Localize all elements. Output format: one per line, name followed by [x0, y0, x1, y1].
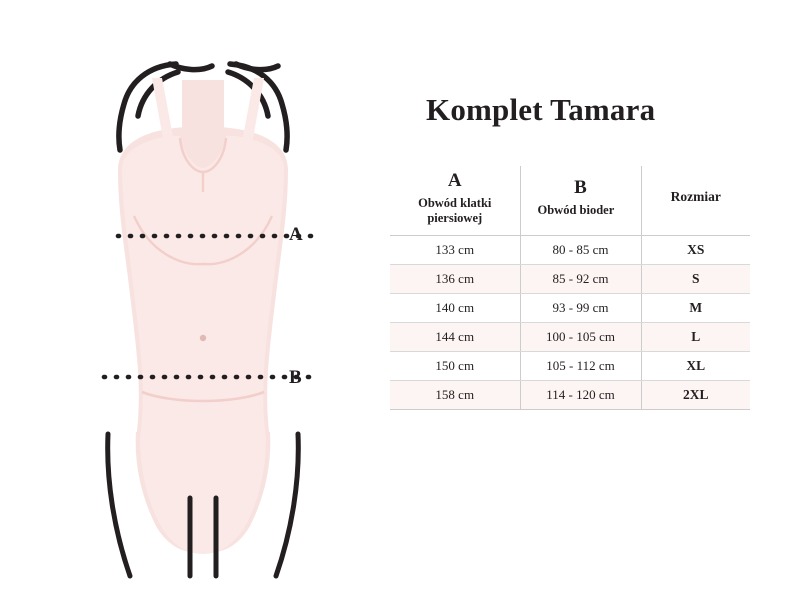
cell-chest: 133 cm	[390, 236, 520, 265]
column-letter-b: B	[574, 177, 587, 198]
table-row	[390, 323, 750, 352]
table-row	[390, 352, 750, 381]
cell-chest: 158 cm	[390, 381, 520, 410]
body-illustration	[30, 20, 390, 580]
page-title: Komplet Tamara	[426, 92, 656, 127]
cell-size: XL	[641, 352, 750, 381]
table-body	[390, 236, 750, 410]
size-panel	[390, 92, 770, 410]
column-label-size: Rozmiar	[670, 189, 721, 204]
measure-label-a: A	[289, 224, 303, 245]
measure-label-b: B	[289, 367, 302, 388]
table-row	[390, 381, 750, 410]
cell-size: 2XL	[641, 381, 750, 410]
cell-hips: 80 - 85 cm	[520, 236, 641, 265]
cell-hips: 100 - 105 cm	[520, 323, 641, 352]
table-header-row	[390, 166, 750, 236]
cell-hips: 93 - 99 cm	[520, 294, 641, 323]
column-sub-b: Obwód bioder	[537, 203, 615, 217]
table-row	[390, 265, 750, 294]
cell-chest: 144 cm	[390, 323, 520, 352]
column-letter-a: A	[447, 170, 462, 191]
cell-chest: 140 cm	[390, 294, 520, 323]
cell-chest: 150 cm	[390, 352, 520, 381]
cell-hips: 105 - 112 cm	[520, 352, 641, 381]
table-row	[390, 294, 750, 323]
cell-chest: 136 cm	[390, 265, 520, 294]
column-sub-a: Obwód klatki piersiowej	[418, 196, 492, 225]
neck-shape	[182, 80, 224, 138]
cell-size: L	[641, 323, 750, 352]
cell-hips: 114 - 120 cm	[520, 381, 641, 410]
table-row	[390, 236, 750, 265]
column-header-a	[390, 166, 520, 236]
column-header-b	[520, 166, 641, 236]
cell-hips: 85 - 92 cm	[520, 265, 641, 294]
size-table	[390, 166, 750, 410]
navel-dot	[200, 335, 206, 341]
cell-size: XS	[641, 236, 750, 265]
cell-size: M	[641, 294, 750, 323]
column-header-size	[641, 166, 750, 236]
cell-size: S	[641, 265, 750, 294]
